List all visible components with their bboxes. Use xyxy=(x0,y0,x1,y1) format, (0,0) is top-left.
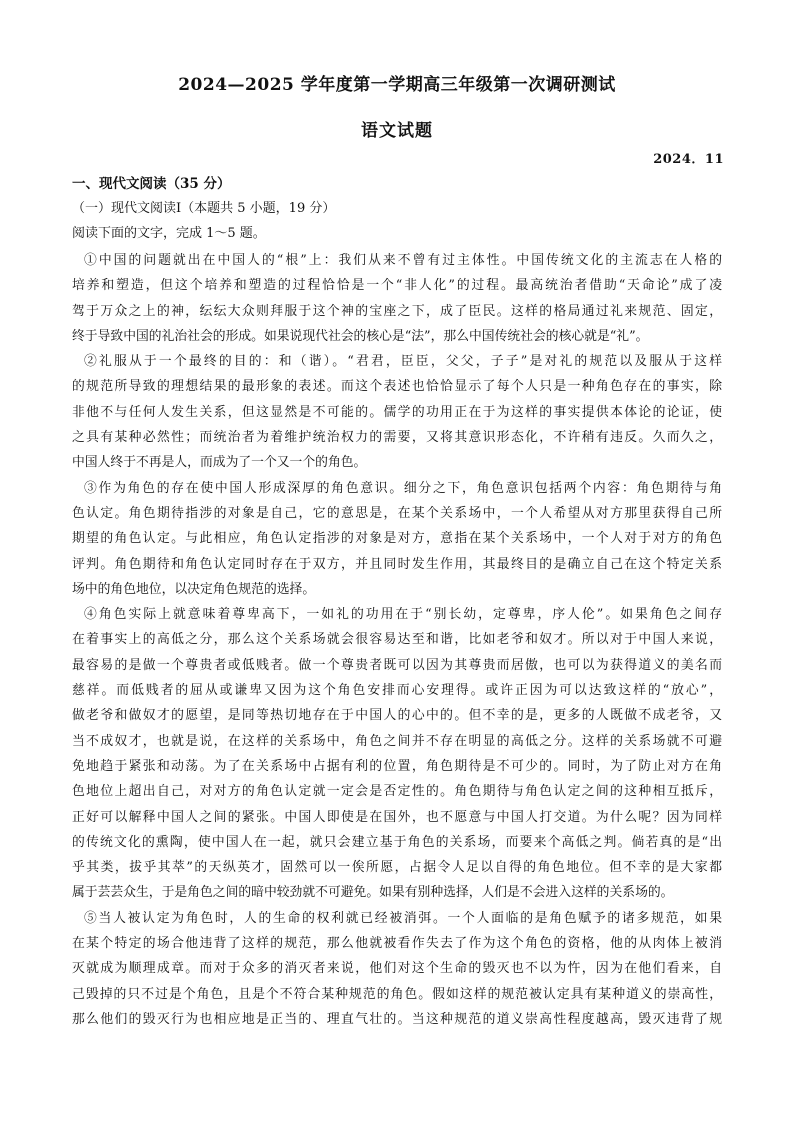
passage-line: 培养和塑造，但这个培养和塑造的过程恰恰是一个“非人化”的过程。最高统治者借助“天命论”成了凌 xyxy=(72,278,722,294)
passage-line: 的传统文化的熏陶，使中国人在一起，就只会建立基于角色的关系场，而要来个高低之判。倘若真的是“出 xyxy=(72,834,722,850)
passage-line: ④角色实际上就意味着尊卑高下，一如礼的功用在于“别长幼，定尊卑，序人伦”。如果角色之间存 xyxy=(84,607,722,623)
passage-line: 属于芸芸众生，于是角色之间的暗中较劲就不可避免。如果有别种选择，人们是不会进入这样的关系场的。 xyxy=(72,885,674,901)
passage-line: 己毁掉的只不过是个角色，且是个不符合某种规范的角色。假如这样的规范被认定具有某种道义的崇高性， xyxy=(72,986,722,1002)
passage-line: ③作为角色的存在使中国人形成深厚的角色意识。细分之下，角色意识包括两个内容：角色期待与角 xyxy=(84,480,722,496)
passage-line: 中国人终于不再是人，而成为了一个又一个的角色。 xyxy=(72,455,367,471)
passage-line: 驾于万众之上的神，纭纭大众则拜服于这个神的宝座之下，成了臣民。这样的格局通过礼来规范、固定， xyxy=(72,303,722,319)
passage-line: ⑤当人被认定为角色时，人的生命的权利就已经被消弭。一个人面临的是角色赋予的诸多规范，如果 xyxy=(84,910,722,926)
sub-section-heading: （一）现代文阅读Ⅰ（本题共 5 小题，19 分） xyxy=(72,201,336,216)
passage-body xyxy=(72,248,722,1032)
exam-title: 2024—2025 学年度第一学期高三年级第一次调研测试 xyxy=(178,75,616,95)
passage-line: 慈祥。而低贱者的屈从或谦卑又因为这个角色安排而心安理得。或许正因为可以达致这样的“放心”， xyxy=(72,683,722,699)
exam-subtitle: 语文试题 xyxy=(361,121,433,141)
passage-line: 当不成奴才，也就是说，在这样的关系场中，角色之间并不存在明显的高低之分。这样的关系场就不可避 xyxy=(72,733,722,749)
passage-line: 乎其类，拔乎其萃”的天纵英才，固然可以一俟所愿，占据令人足以自得的角色地位。但不幸的是大家都 xyxy=(72,860,722,876)
passage-line: 色地位上超出自己，对对方的角色认定就一定会是否定性的。角色期待与角色认定之间的这种相互抵斥， xyxy=(72,784,722,800)
reading-instruction: 阅读下面的文字，完成 1～5 题。 xyxy=(72,226,266,241)
passage-line: ②礼服从于一个最终的目的：和（谐）。“君君，臣臣，父父，子子”是对礼的规范以及服从于这样 xyxy=(84,354,722,370)
passage-line: 终于导致中国的礼治社会的形成。如果说现代社会的核心是“法”，那么中国传统社会的核心就是“礼”。 xyxy=(72,328,649,344)
passage-line: 在着事实上的高低之分，那么这个关系场就会很容易达至和谐，比如老爷和奴才。所以对于中国人来说， xyxy=(72,632,722,648)
passage-line: 非他不与任何人发生关系，但这显然是不可能的。儒学的功用正在于为这样的事实提供本体论的论证，使 xyxy=(72,404,722,420)
passage-line: 那么他们的毁灭行为也相应地是正当的、理直气壮的。当这种规范的道义崇高性程度越高，毁灭违背了规 xyxy=(72,1011,722,1027)
passage-line: 评判。角色期待和角色认定同时存在于双方，并且同时发生作用，其最终目的是确立自己在这个特定关系 xyxy=(72,556,722,572)
passage-line: 灭就成为顺理成章。而对于众多的消灭者来说，他们对这个生命的毁灭也不以为忤，因为在他们看来，自 xyxy=(72,961,722,977)
section-heading: 一、现代文阅读（35 分） xyxy=(72,176,231,192)
passage-line: ①中国的问题就出在中国人的“根”上：我们从来不曾有过主体性。中国传统文化的主流志在人格的 xyxy=(84,253,722,268)
passage-line: 的规范所导致的理想结果的最形象的表述。而这个表述也恰恰显示了每个人只是一种角色存在的事实，除 xyxy=(72,379,722,395)
exam-date: 2024．11 xyxy=(653,152,724,167)
passage-line: 正好可以解释中国人之间的紧张。中国人即使是在国外，也不愿意与中国人打交道。为什么呢？因为同样 xyxy=(72,809,722,825)
passage-line: 之具有某种必然性；而统治者为着维护统治权力的需要，又将其意识形态化，不许稍有违反。久而久之， xyxy=(72,430,722,446)
passage-line: 色认定。角色期待指涉的对象是自己，它的意思是，在某个关系场中，一个人希望从对方那里获得自己所 xyxy=(72,505,722,521)
passage-line: 期望的角色认定。与此相应，角色认定指涉的对象是对方，意指在某个关系场中，一个人对于对方的角色 xyxy=(72,531,722,547)
passage-line: 在某个特定的场合他违背了这样的规范，那么他就被看作失去了作为这个角色的资格，他的从肉体上被消 xyxy=(72,936,722,952)
passage-line: 做老爷和做奴才的愿望，是同等热切地存在于中国人的心中的。但不幸的是，更多的人既做不成老爷，又 xyxy=(72,708,722,724)
passage-line: 最容易的是做一个尊贵者或低贱者。做一个尊贵者既可以因为其尊贵而居傲，也可以为获得道义的美名而 xyxy=(72,657,722,673)
passage-line: 免地趋于紧张和动荡。为了在关系场中占据有利的位置，角色期待是不可少的。同时，为了防止对方在角 xyxy=(72,758,722,774)
passage-line: 场中的角色地位，以决定角色规范的选择。 xyxy=(72,581,316,597)
